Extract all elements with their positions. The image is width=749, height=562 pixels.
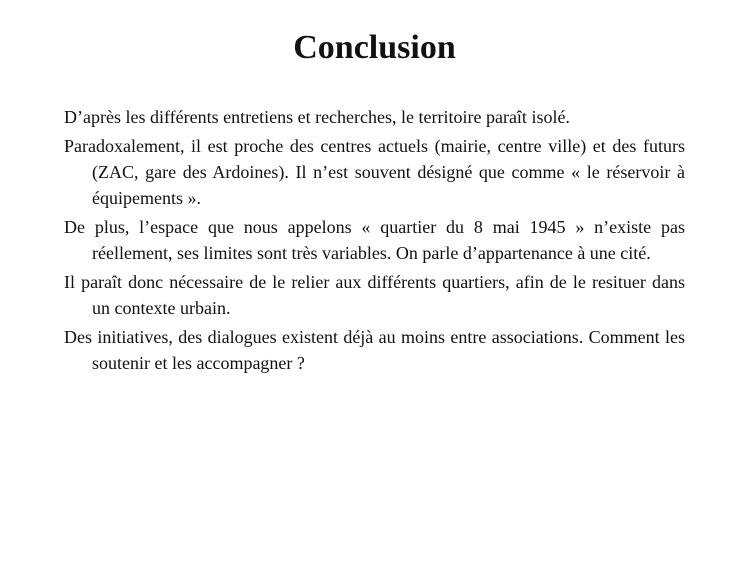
paragraph-proximity: Paradoxalement, il est proche des centres actuels (mairie, centre ville) et des futurs (ZAC, gare des Ardoines). Il n’est souvent désigné que comme « le réservoir à équipements ». [64, 136, 685, 208]
slide-body [64, 104, 685, 379]
paragraph-initiatives: Des initiatives, des dialogues existent déjà au moins entre associations. Comment les soutenir et les accompagner ? [64, 327, 685, 373]
paragraph-connection: Il paraît donc nécessaire de le relier aux différents quartiers, afin de le resituer dans un contexte urbain. [64, 272, 685, 318]
slide-title: Conclusion [293, 29, 456, 66]
paragraph-isolation: D’après les différents entretiens et recherches, le territoire paraît isolé. [64, 107, 570, 127]
paragraph-boundaries: De plus, l’espace que nous appelons « quartier du 8 mai 1945 » n’existe pas réellement, ses limites sont très variables. On parle d’appartenance à une cité. [64, 217, 685, 263]
